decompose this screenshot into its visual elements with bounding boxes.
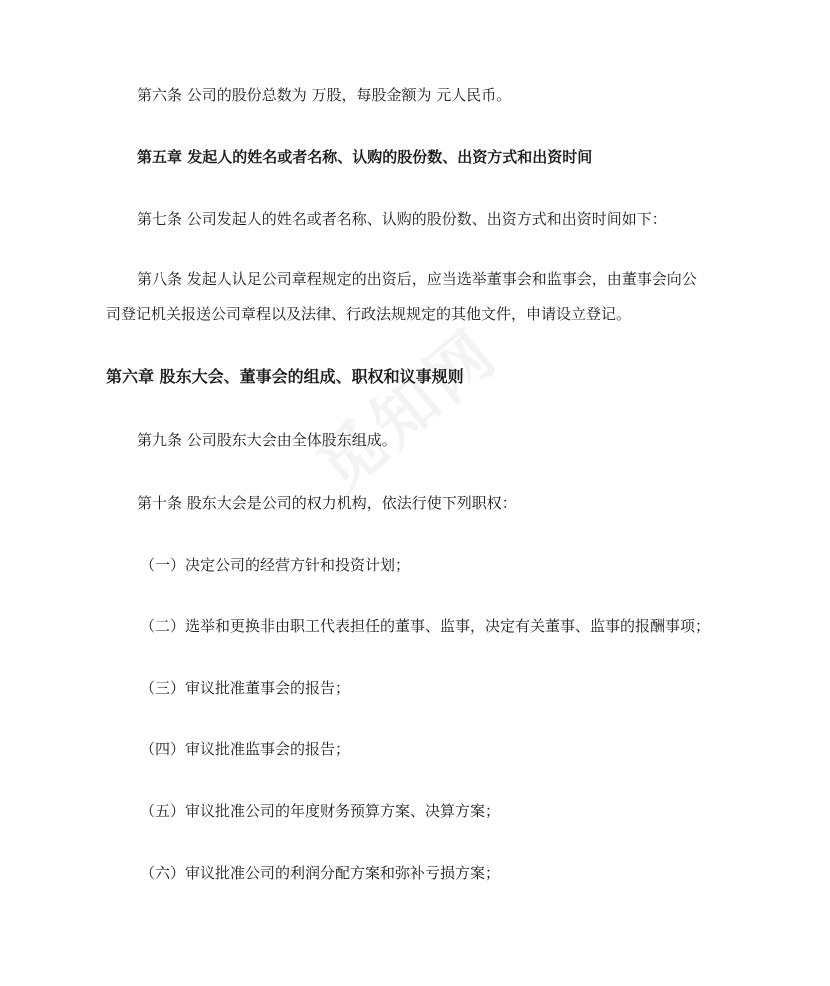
list-item-6: （六）审议批准公司的利润分配方案和弥补亏损方案； bbox=[140, 864, 501, 882]
article-8-line-1: 第八条 发起人认足公司章程规定的出资后，应当选举董事会和监事会，由董事会向公 bbox=[137, 270, 697, 288]
list-item-5: （五）审议批准公司的年度财务预算方案、决算方案； bbox=[140, 802, 501, 820]
article-7: 第七条 公司发起人的姓名或者名称、认购的股份数、出资方式和出资时间如下： bbox=[137, 210, 667, 228]
list-item-1: （一）决定公司的经营方针和投资计划； bbox=[140, 556, 411, 574]
article-8-line-2: 司登记机关报送公司章程以及法律、行政法规规定的其他文件，申请设立登记。 bbox=[106, 305, 632, 323]
chapter-5-heading: 第五章 发起人的姓名或者名称、认购的股份数、出资方式和出资时间 bbox=[137, 148, 593, 166]
watermark bbox=[295, 303, 515, 508]
list-item-4: （四）审议批准监事会的报告； bbox=[140, 740, 351, 758]
article-10: 第十条 股东大会是公司的权力机构，依法行使下列职权： bbox=[137, 494, 517, 512]
list-item-3: （三）审议批准董事会的报告； bbox=[140, 679, 351, 697]
article-6: 第六条 公司的股份总数为 万股，每股金额为 元人民币。 bbox=[137, 86, 512, 104]
chapter-6-heading: 第六章 股东大会、董事会的组成、职权和议事规则 bbox=[106, 367, 464, 386]
article-9: 第九条 公司股东大会由全体股东组成。 bbox=[137, 431, 397, 449]
list-item-2: （二）选举和更换非由职工代表担任的董事、监事，决定有关董事、监事的报酬事项； bbox=[140, 617, 711, 635]
